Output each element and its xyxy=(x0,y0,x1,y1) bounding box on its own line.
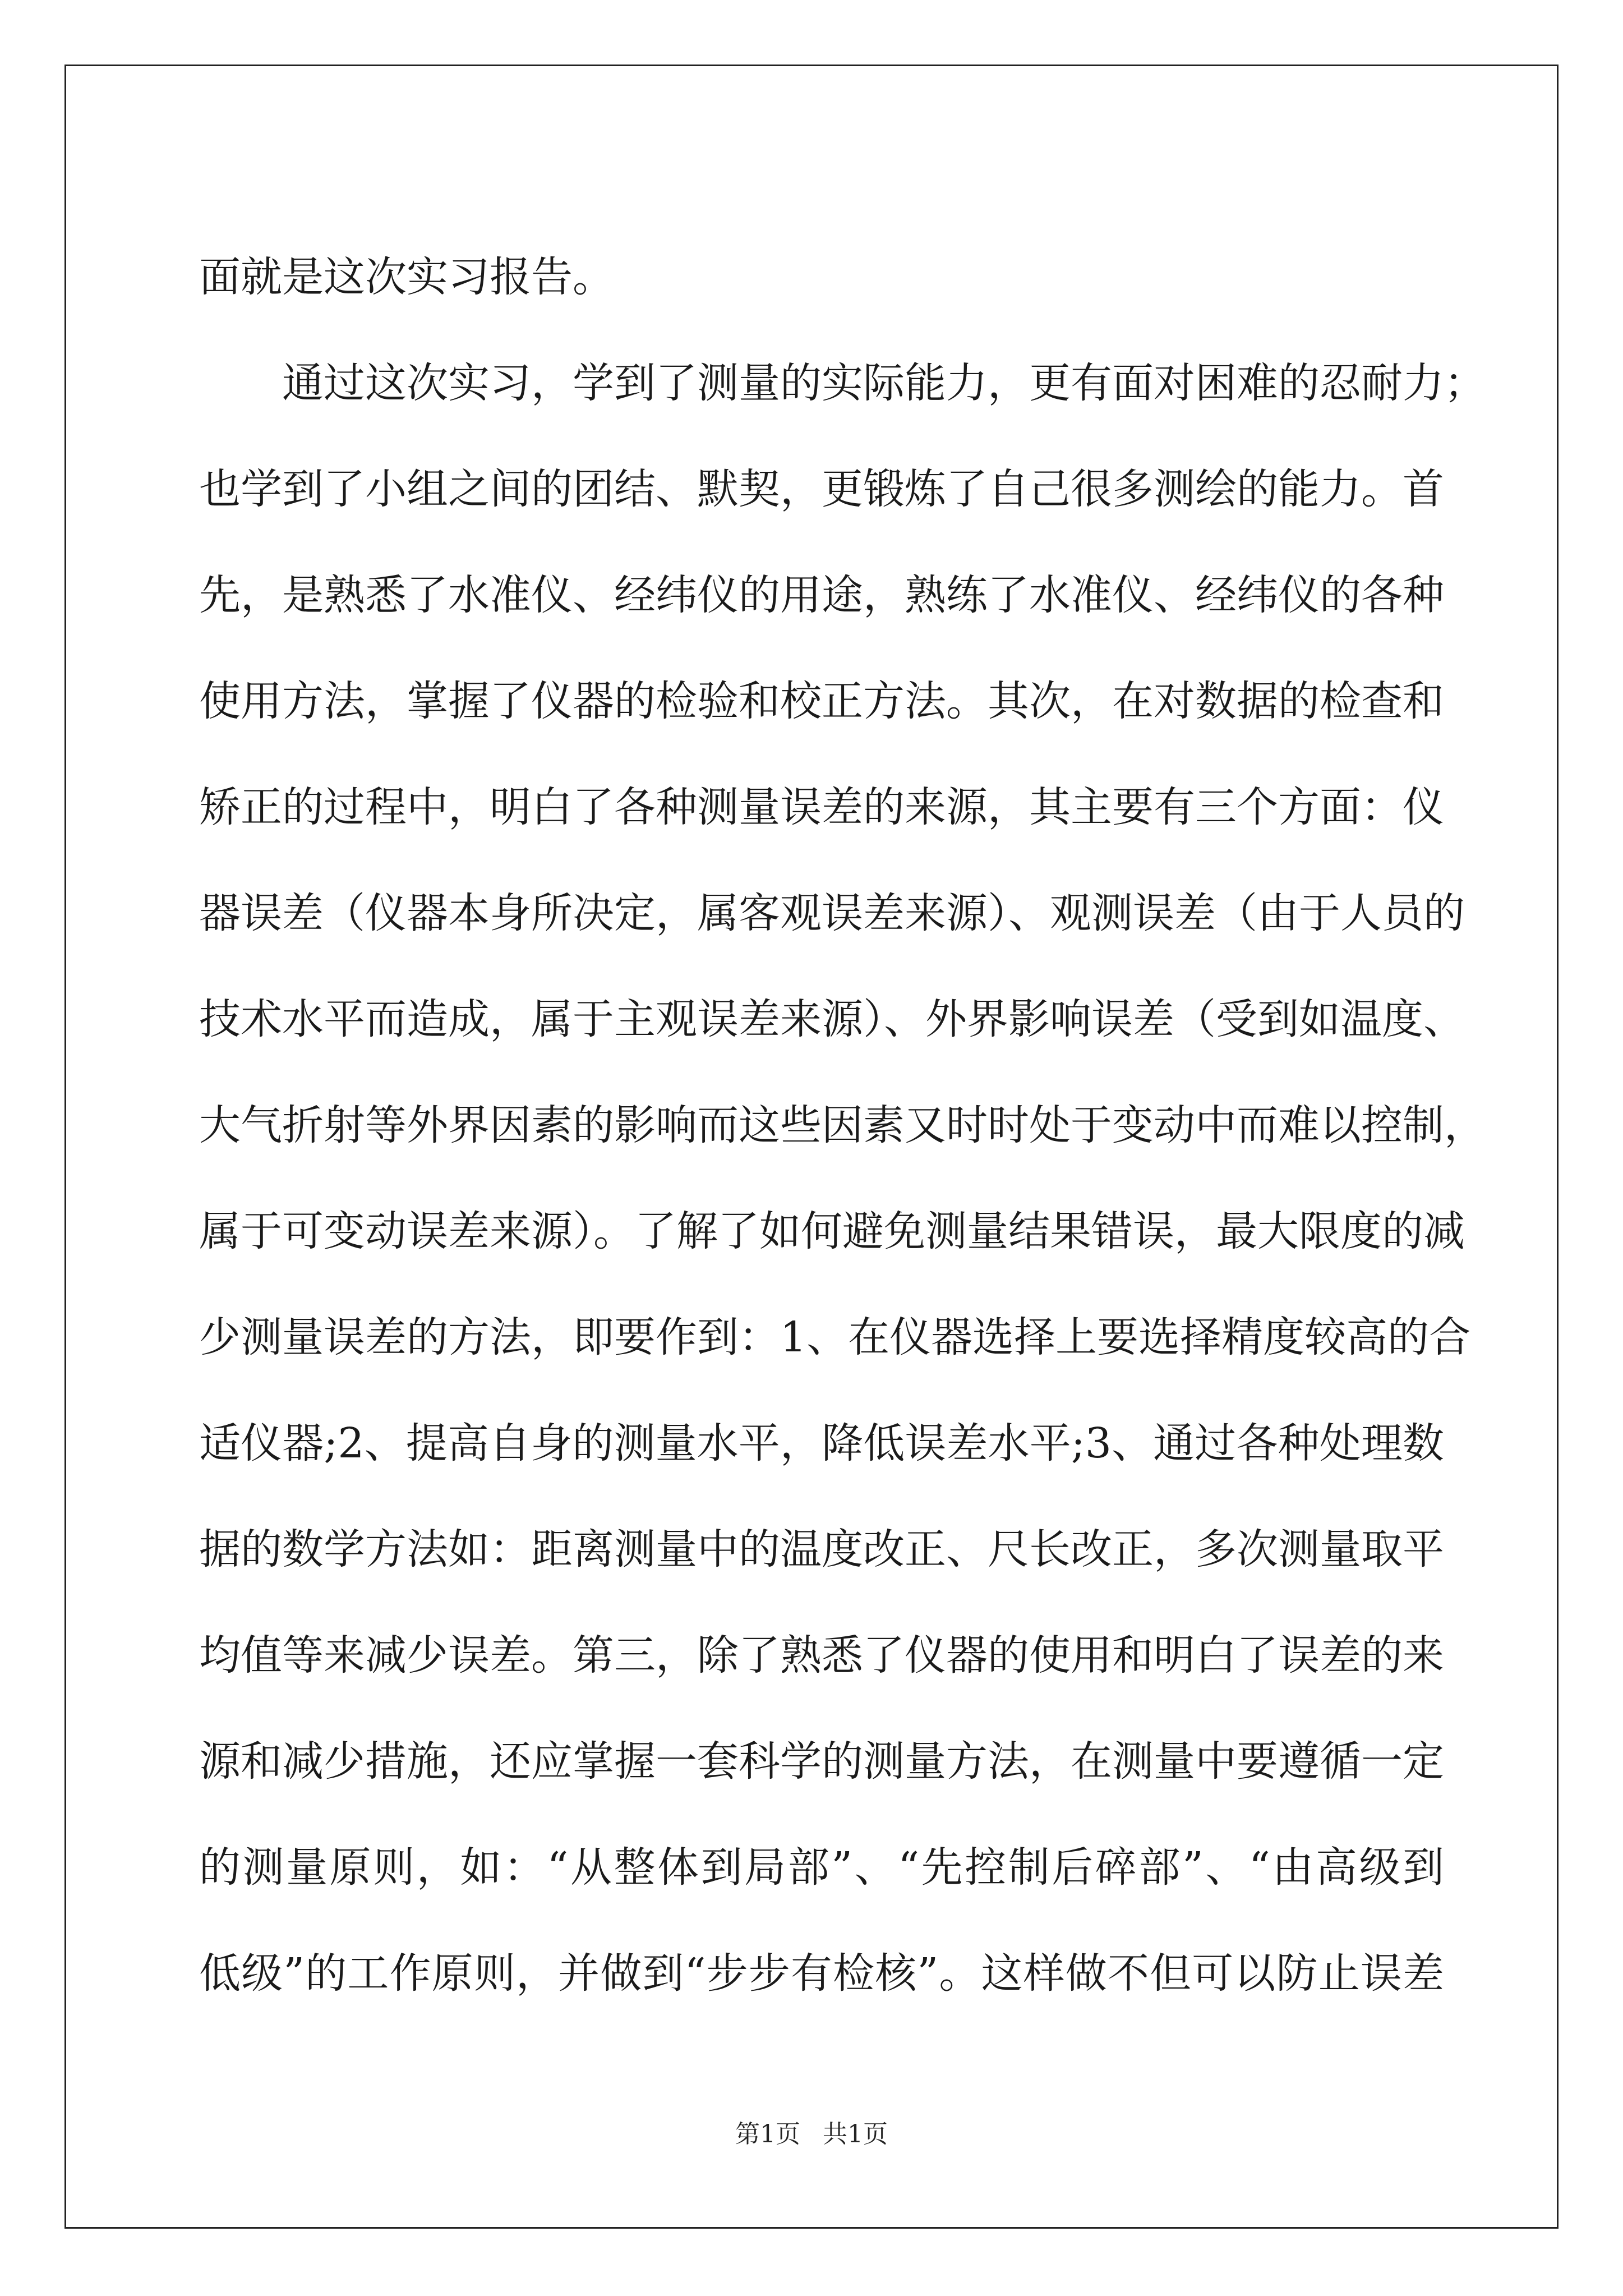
document-body xyxy=(199,224,1486,2027)
text-line: 属于可变动误差来源）。了解了如何避免测量结果错误，最大限度的减 xyxy=(199,1207,1465,1255)
text-line: 技术水平而造成，属于主观误差来源）、外界影响误差（受到如温度、 xyxy=(199,995,1465,1043)
text-line: 先，是熟悉了水准仪、经纬仪的用途，熟练了水准仪、经纬仪的各种 xyxy=(199,571,1444,619)
text-line: 源和减少措施，还应掌握一套科学的测量方法，在测量中要遵循一定 xyxy=(199,1737,1444,1786)
text-line: 的测量原则，如：“从整体到局部”、“先控制后碎部”、“由高级到 xyxy=(199,1843,1444,1892)
text-line: 也学到了小组之间的团结、默契，更锻炼了自己很多测绘的能力。首 xyxy=(199,465,1444,513)
text-line: 适仪器;2、提高自身的测量水平，降低误差水平;3、通过各种处理数 xyxy=(199,1419,1444,1467)
text-line: 大气折射等外界因素的影响而这些因素又时时处于变动中而难以控制， xyxy=(199,1101,1486,1149)
text-line: 器误差（仪器本身所决定，属客观误差来源）、观测误差（由于人员的 xyxy=(199,889,1465,937)
page-number: 第1页 xyxy=(735,2120,800,2148)
text-line: 低级”的工作原则，并做到“步步有检核”。这样做不但可以防止误差 xyxy=(199,1949,1444,1998)
text-line: 均值等来减少误差。第三，除了熟悉了仪器的使用和明白了误差的来 xyxy=(199,1631,1444,1680)
page-footer xyxy=(0,2114,1623,2150)
text-line: 矫正的过程中，明白了各种测量误差的来源，其主要有三个方面：仪 xyxy=(199,783,1444,831)
text-line: 据的数学方法如：距离测量中的温度改正、尺长改正，多次测量取平 xyxy=(199,1525,1444,1573)
paragraph-first-line: 通过这次实习，学到了测量的实际能力，更有面对困难的忍耐力； xyxy=(282,359,1486,407)
text-line: 使用方法，掌握了仪器的检验和校正方法。其次，在对数据的检查和 xyxy=(199,677,1444,725)
text-line: 少测量误差的方法，即要作到：1、在仪器选择上要选择精度较高的合 xyxy=(199,1313,1471,1361)
text-line: 面就是这次实习报告。 xyxy=(199,253,614,301)
page-total: 共1页 xyxy=(823,2120,888,2148)
